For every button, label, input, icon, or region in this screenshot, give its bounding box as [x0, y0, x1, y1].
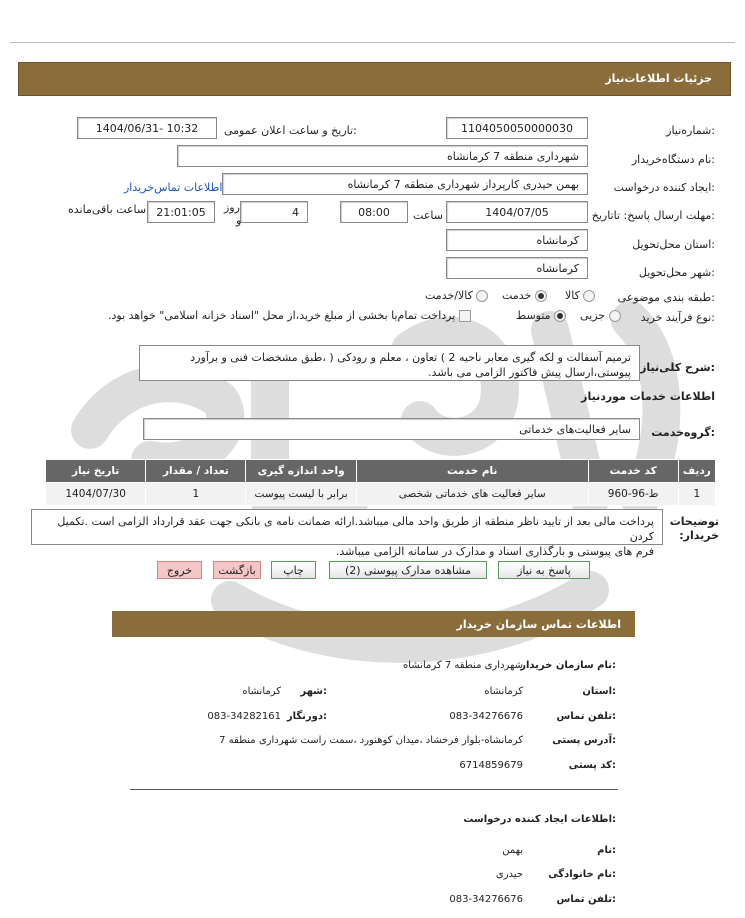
- contact-org: شهرداری منطقه 7 کرمانشاه: [403, 660, 523, 671]
- process-option-minor[interactable]: [580, 309, 621, 322]
- summary-line-2: پیوستی،ارسال پیش فاکتور الزامی می باشد.: [428, 366, 631, 379]
- back-button[interactable]: بازگشت: [213, 561, 261, 579]
- city-field: کرمانشاه: [446, 257, 588, 279]
- details-header-title: جزئیات اطلاعات‌نیاز: [605, 72, 712, 85]
- buyer-notes-line-1: پرداخت مالی بعد از تایید ناظر منطقه از طریق واحد مالی میباشد.ارائه ضمانت نامه ی بانکی جهت عقد قرارداد الزامی است .تکمیل کردن: [57, 515, 654, 543]
- services-table: [45, 459, 716, 506]
- summary-box: [139, 345, 640, 381]
- checkbox-icon: [459, 310, 471, 322]
- category-option-service-label: خدمت: [502, 289, 532, 302]
- reply-button[interactable]: پاسخ به نیاز: [498, 561, 590, 579]
- col-qty: تعداد / مقدار: [146, 460, 246, 483]
- days-field: 4: [240, 201, 308, 223]
- summary-line-1: ترمیم آسفالت و لکه گیری معابر ناحیه 2 ) تعاون ، معلم و رودکی ( ،طبق مشخصات فنی و برآورد: [190, 351, 631, 364]
- province-field: کرمانشاه: [446, 229, 588, 251]
- print-button[interactable]: چاپ: [271, 561, 316, 579]
- and-label: و: [236, 214, 242, 227]
- cell-code: ط-96-960: [588, 483, 678, 506]
- category-option-goods[interactable]: [565, 289, 595, 302]
- province-label: استان محل‌تحویل:: [632, 238, 715, 251]
- buyer-notes-line-2: فرم های پیوستی و بارگذاری اسناد و مدارک در سامانه الزامی میباشد.: [335, 545, 654, 558]
- attachments-button[interactable]: مشاهده مدارک پیوستی (2): [329, 561, 487, 579]
- cell-row: 1: [678, 483, 715, 506]
- cell-unit: برابر با لیست پیوست: [246, 483, 356, 506]
- col-row: ردیف: [678, 460, 715, 483]
- category-option-goods-label: کالا: [565, 289, 580, 302]
- cell-date: 1404/07/30: [46, 483, 146, 506]
- days-label: روز: [224, 201, 240, 214]
- requester-family-label: نام خانوادگی:: [548, 869, 616, 880]
- contact-phone-label: تلفن تماس:: [556, 711, 616, 722]
- service-group-label: گروه‌خدمت:: [651, 426, 715, 439]
- buyer-contact-link[interactable]: اطلاعات تماس‌خریدار: [124, 181, 223, 194]
- deadline-label: مهلت ارسال پاسخ: تاتاریخ:: [591, 209, 715, 222]
- radio-icon: [476, 290, 488, 302]
- category-option-service[interactable]: [502, 289, 547, 302]
- contact-header-title: اطلاعات تماس سازمان خریدار: [456, 618, 621, 631]
- category-label: طبقه بندی موضوعی:: [617, 291, 715, 304]
- top-divider: [10, 42, 735, 43]
- col-code: کد خدمت: [588, 460, 678, 483]
- contact-postal-label: کد پستی:: [568, 760, 616, 771]
- announce-label: تاریخ و ساعت اعلان عمومی:: [224, 124, 357, 137]
- requester-phone: 083-34276676: [449, 894, 523, 905]
- buyer-org-field: شهرداری منطقه 7 کرمانشاه: [177, 145, 588, 167]
- buyer-notes-label: [670, 515, 719, 543]
- payment-option-label: پرداخت تمام‌یا بخشی از مبلغ خرید،از محل "اسناد خزانه اسلامی" خواهد بود.: [108, 309, 456, 322]
- need-number-field: 1104050050000030: [446, 117, 588, 139]
- table-row: [46, 483, 716, 506]
- cell-qty: 1: [146, 483, 246, 506]
- radio-selected-icon: [535, 290, 547, 302]
- buyer-notes-label-line1: توضیحات: [669, 515, 719, 528]
- city-label: شهر محل‌تحویل:: [638, 266, 715, 279]
- payment-option[interactable]: [108, 309, 471, 322]
- requester-name-label: نام:: [597, 845, 616, 856]
- contact-postal: 6714859679: [459, 760, 523, 771]
- radio-icon: [609, 310, 621, 322]
- category-option-both-label: کالا/خدمت: [425, 289, 473, 302]
- radio-selected-icon: [554, 310, 566, 322]
- contact-fax: 083-34282161: [207, 711, 281, 722]
- exit-button[interactable]: خروج: [157, 561, 202, 579]
- deadline-date-field: 1404/07/05: [446, 201, 588, 223]
- need-number-label: شماره‌نیاز:: [666, 124, 715, 137]
- process-label: نوع فرآیند خرید:: [640, 311, 715, 324]
- contact-city: کرمانشاه: [242, 686, 281, 697]
- contact-fax-label: دورنگار:: [286, 711, 327, 722]
- col-unit: واحد اندازه گیری: [246, 460, 356, 483]
- creator-field: بهمن حیدری کارپرداز شهرداری منطقه 7 کرمانشاه: [222, 173, 588, 195]
- contact-address: کرمانشاه-بلوار فرخشاد ،میدان کوهنورد ،سمت راست شهرداری منطقه 7: [219, 735, 523, 746]
- requester-title: اطلاعات ایجاد کننده درخواست:: [463, 814, 616, 825]
- radio-icon: [583, 290, 595, 302]
- contact-divider: [130, 789, 618, 790]
- announce-field: 1404/06/31- 10:32: [77, 117, 217, 139]
- buyer-notes-box: [31, 509, 663, 558]
- col-name: نام خدمت: [356, 460, 588, 483]
- buyer-notes-label-line2: خریدار:: [679, 529, 719, 542]
- contact-header: [112, 611, 635, 637]
- contact-phone: 083-34276676: [449, 711, 523, 722]
- contact-org-label: نام سازمان خریدار:: [520, 660, 616, 671]
- deadline-time-field: 08:00: [340, 201, 408, 223]
- remaining-label: ساعت باقی‌مانده: [68, 203, 147, 216]
- contact-province: کرمانشاه: [484, 686, 523, 697]
- contact-address-label: آدرس پستی:: [552, 735, 616, 746]
- buyer-org-label: نام دستگاه‌خریدار:: [631, 153, 715, 166]
- process-option-medium-label: متوسط: [516, 309, 551, 322]
- contact-city-label: شهر:: [300, 686, 327, 697]
- services-title: اطلاعات خدمات موردنیاز: [581, 390, 715, 403]
- process-option-medium[interactable]: [516, 309, 566, 322]
- creator-label: ایجاد کننده درخواست:: [613, 181, 715, 194]
- contact-province-label: استان:: [582, 686, 616, 697]
- requester-name: بهمن: [502, 845, 523, 856]
- service-group-field: سایر فعالیت‌های خدماتی: [143, 418, 640, 440]
- deadline-hour-label: ساعت: [413, 209, 443, 222]
- requester-phone-label: تلفن تماس:: [556, 894, 616, 905]
- table-header-row: [46, 460, 716, 483]
- summary-label: شرح کلی‌نیاز:: [640, 361, 715, 374]
- remaining-time-field: 21:01:05: [147, 201, 215, 223]
- details-header: [18, 62, 731, 96]
- requester-family: حیدری: [495, 869, 523, 880]
- category-option-both[interactable]: [425, 289, 488, 302]
- col-date: تاریخ نیاز: [46, 460, 146, 483]
- process-option-minor-label: جزیی: [580, 309, 606, 322]
- cell-name: سایر فعالیت های خدماتی شخصی: [356, 483, 588, 506]
